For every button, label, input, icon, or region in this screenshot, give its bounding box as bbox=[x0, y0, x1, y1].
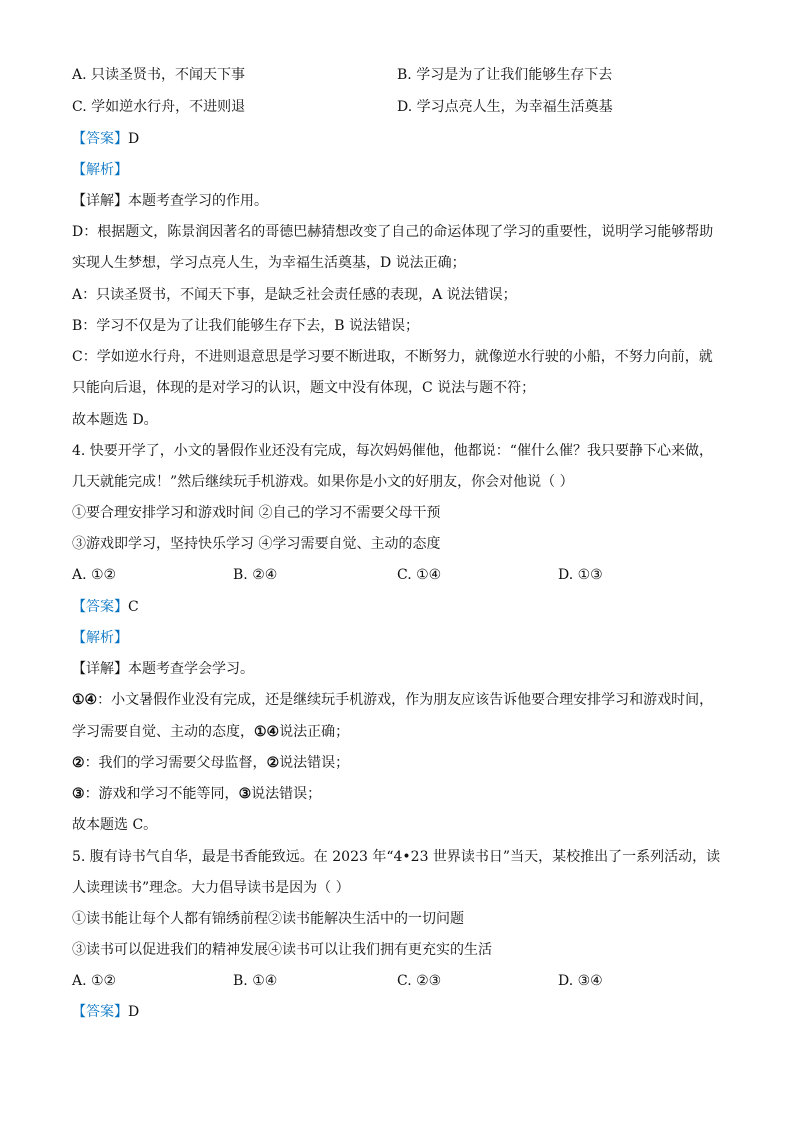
q5-option-b: B. ①④ bbox=[233, 973, 278, 989]
q3-conclusion: 故本题选 D。 bbox=[72, 412, 158, 428]
q4-explanation-line bbox=[72, 722, 349, 742]
explanation-text: ：小文暑假作业没有完成，还是继续玩手机游戏，作为朋友应该告诉他要合理安排学习和游戏时间， bbox=[97, 692, 714, 708]
q4-stem-line: 4. 快要开学了，小文的暑假作业还没有完成，每次妈妈催他，他都说：“催什么催？我只要静下心来做， bbox=[72, 443, 713, 459]
q5-stem-line: 人读理读书”理念。大力倡导读书是因为（ ） bbox=[72, 880, 350, 896]
q5-item-line: ①读书能让每个人都有锦绣前程②读书能解决生活中的一切问题 bbox=[72, 911, 464, 927]
q4-option-d: D. ①③ bbox=[558, 567, 603, 583]
choice-mark: ①④ bbox=[72, 692, 98, 708]
q5-stem-line: 5. 腹有诗书气自华，最是书香能致远。在 2023 年“4•23 世界读书日”当天，某校推出了一系列活动，读 bbox=[72, 849, 721, 865]
q3-detail bbox=[72, 191, 268, 211]
detail-tag: 【详解】 bbox=[72, 661, 128, 677]
q3-option-a: A. 只读圣贤书，不闻天下事 bbox=[72, 67, 246, 83]
q4-explanation-line bbox=[72, 753, 349, 773]
answer-tag: 【答案】 bbox=[72, 1004, 128, 1020]
q4-stem-line: 几天就能完成！”然后继续玩手机游戏。如果你是小文的好朋友，你会对他说（ ） bbox=[72, 474, 574, 490]
q4-option-c: C. ①④ bbox=[397, 567, 442, 583]
detail-text: 本题考查学会学习。 bbox=[128, 661, 254, 677]
q4-item-line: ①要合理安排学习和游戏时间 ②自己的学习不需要父母干预 bbox=[72, 505, 441, 521]
q3-explanation-line: 只能向后退，体现的是对学习的认识，题文中没有体现，C 说法与题不符； bbox=[72, 380, 536, 396]
q4-explanation-line bbox=[72, 690, 713, 710]
q4-option-b: B. ②④ bbox=[233, 567, 278, 583]
answer-value: D bbox=[128, 1004, 140, 1020]
choice-mark: ② bbox=[266, 755, 280, 771]
explanation-text: 说法错误； bbox=[279, 755, 350, 771]
q4-explanation-line bbox=[72, 784, 321, 804]
answer-tag: 【答案】 bbox=[72, 599, 128, 615]
detail-text: 本题考查学习的作用。 bbox=[128, 193, 268, 209]
q3-option-d: D. 学习点亮人生，为幸福生活奠基 bbox=[397, 99, 613, 115]
explanation-text: 说法错误； bbox=[251, 786, 322, 802]
q5-option-c: C. ②③ bbox=[397, 973, 442, 989]
choice-mark: ② bbox=[72, 755, 85, 771]
q4-analysis bbox=[72, 628, 128, 648]
choice-mark: ①④ bbox=[254, 724, 280, 740]
q4-answer bbox=[72, 597, 139, 617]
q3-analysis bbox=[72, 160, 128, 180]
q4-option-a: A. ①② bbox=[72, 567, 117, 583]
q3-option-b: B. 学习是为了让我们能够生存下去 bbox=[397, 67, 613, 83]
q3-option-c: C. 学如逆水行舟，不进则退 bbox=[72, 99, 246, 115]
q3-explanation-line: C：学如逆水行舟，不进则退意思是学习要不断进取，不断努力，就像逆水行驶的小船，不努力向前，就 bbox=[72, 349, 713, 365]
q4-item-line: ③游戏即学习，坚持快乐学习 ④学习需要自觉、主动的态度 bbox=[72, 536, 441, 552]
q5-option-d: D. ③④ bbox=[558, 973, 603, 989]
q3-answer bbox=[72, 129, 139, 149]
q4-detail bbox=[72, 659, 254, 679]
q5-answer bbox=[72, 1002, 139, 1022]
explanation-text: 说法正确； bbox=[279, 724, 350, 740]
choice-mark: ③ bbox=[72, 786, 85, 802]
explanation-text: ：我们的学习需要父母监督， bbox=[84, 755, 267, 771]
explanation-text: ：游戏和学习不能等同， bbox=[84, 786, 239, 802]
q5-option-a: A. ①② bbox=[72, 973, 117, 989]
answer-tag: 【答案】 bbox=[72, 131, 128, 147]
q4-conclusion: 故本题选 C。 bbox=[72, 817, 158, 833]
q3-explanation-line: 实现人生梦想，学习点亮人生，为幸福生活奠基，D 说法正确； bbox=[72, 255, 466, 271]
q3-explanation-line: B：学习不仅是为了让我们能够生存下去，B 说法错误； bbox=[72, 318, 420, 334]
q5-item-line: ③读书可以促进我们的精神发展④读书可以让我们拥有更充实的生活 bbox=[72, 942, 492, 958]
detail-tag: 【详解】 bbox=[72, 193, 128, 209]
analysis-tag: 【解析】 bbox=[72, 630, 128, 646]
q3-explanation-line: D：根据题文，陈景润因著名的哥德巴赫猜想改变了自己的命运体现了学习的重要性，说明学习能够帮助 bbox=[72, 224, 714, 240]
explanation-text: 学习需要自觉、主动的态度， bbox=[72, 724, 254, 740]
answer-value: C bbox=[128, 599, 139, 615]
q3-explanation-line: A：只读圣贤书，不闻天下事，是缺乏社会责任感的表现，A 说法错误； bbox=[72, 287, 517, 303]
analysis-tag: 【解析】 bbox=[72, 162, 128, 178]
answer-value: D bbox=[128, 131, 140, 147]
choice-mark: ③ bbox=[238, 786, 252, 802]
